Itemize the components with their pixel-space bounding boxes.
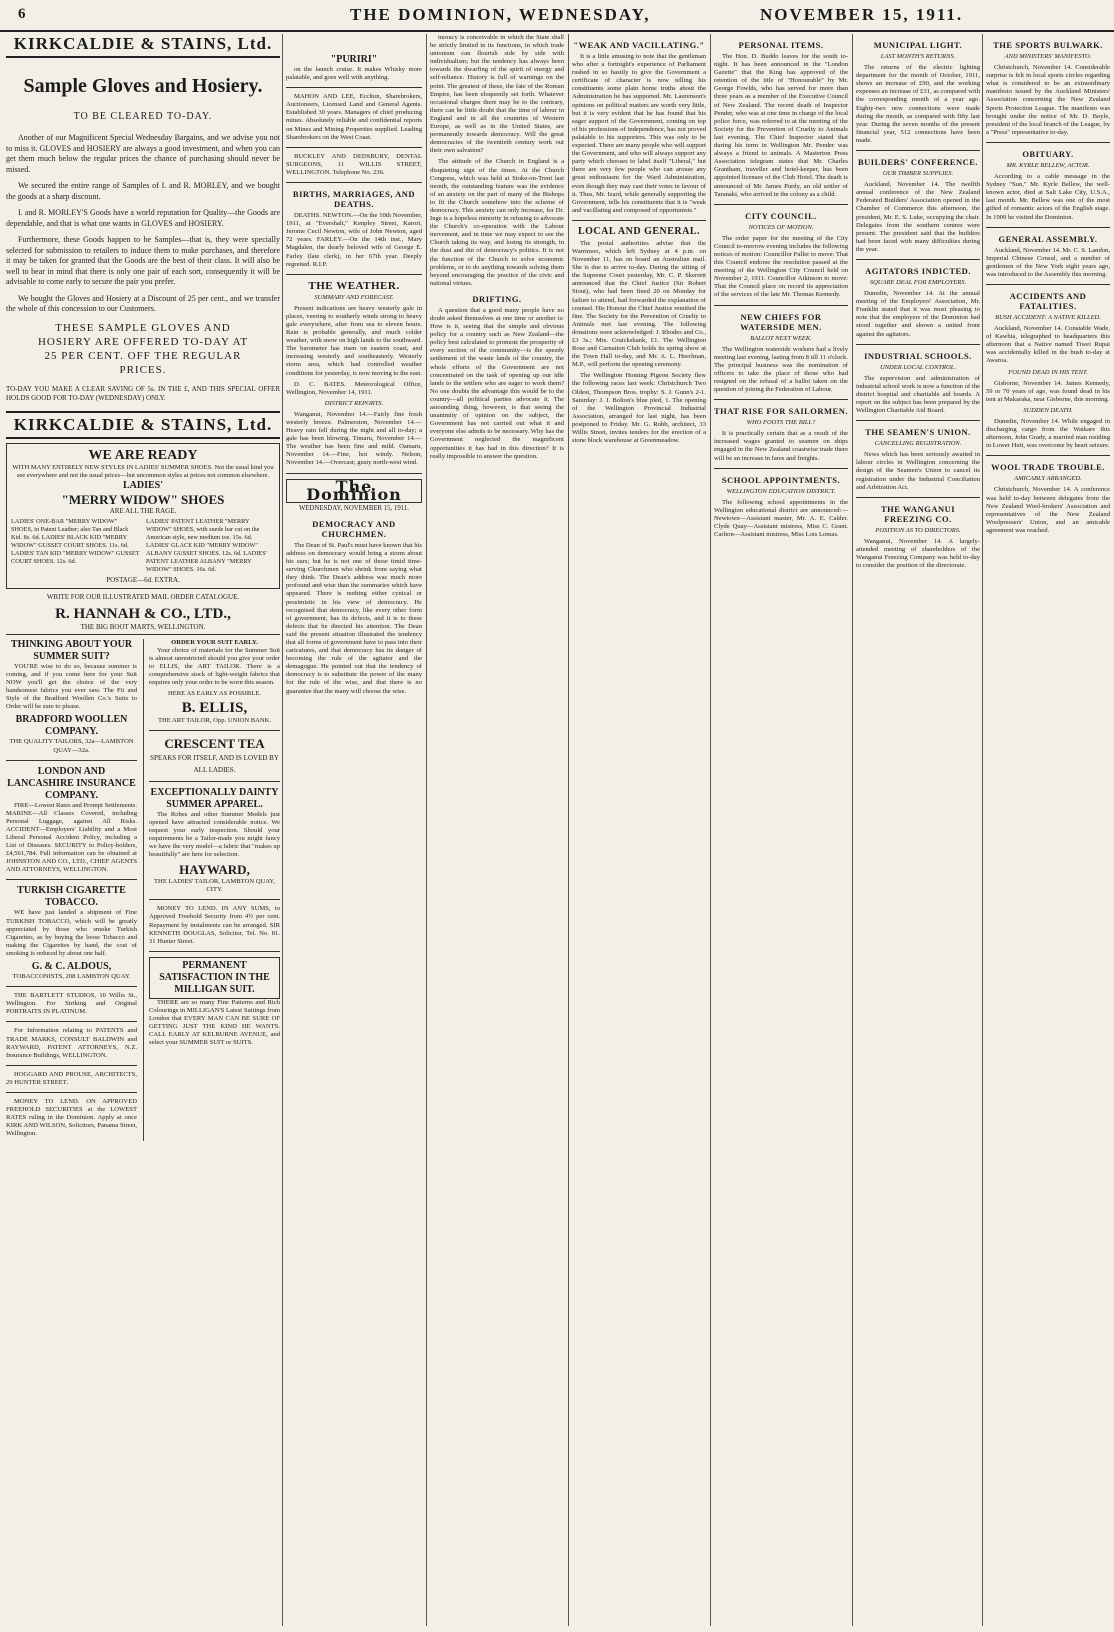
saving-text: TO-DAY YOU MAKE A CLEAR SAVING OF 5s. IN THE £, AND THIS SPECIAL OFFER HOLDS GOOD FOR TO-DAY (WEDNESDAY) ONLY. <box>6 384 280 402</box>
firm-address: THE LADIES' TAILOR, LAMBTON QUAY, CITY. <box>154 878 275 894</box>
article-body: Auckland, November 14. Constable Wade, of Kawhia, telegraphed to headquarters this afternoon that a Native named Tiwei Rupai was accidentally killed in the bush to-day at Awaroa. <box>986 325 1110 365</box>
article-subheadline: SQUARE DEAL FOR EMPLOYERS. <box>869 278 967 286</box>
article-body: The attitude of the Church in England is a disquieting sign of the times. At the Church Congress, which was held at Stoke-on-Trent last month, the outstanding feature was the evidence of an anxiety on the part of many of the Bishops to fit the Church somehow into the scheme of democracy. This anxiety can only increase, for Dr. Inge is a hopeless minority in refusing to advocate the Church's co-operation with the Labour movement, and in time we may expect to see the Church taking its way, and losing its strength, in the dust and din of democracy's politics. It is not the function of the Church to solve economic problems, or to do anything towards solving them beyond encouraging the practice of the civic and national virtues. <box>430 158 564 287</box>
ad-headline: "MERRY WIDOW" SHOES <box>61 491 225 507</box>
section-heading: OBITUARY. <box>1022 148 1074 159</box>
ad-body: MONEY TO LEND. IN ANY SUMS, to Approved Freehold Security from 4½ per cent. Repayment by instalments can be arranged. SIR KENNETH DOUGLAS, Solicitor, Tel. No. 81. 31 Hunter Street. <box>149 905 280 945</box>
section-heading: THE WEATHER. <box>308 279 400 292</box>
article-body: Dunedin, November 14. At the annual meeting of the Employers' Association, Mr. Franklin stated that it was most pleasing to note that the employers of the Dominion had stood together and shown a united front against the agitators. <box>856 290 980 338</box>
article-subheadline: WHO FOOTS THE BILL? <box>746 419 816 427</box>
article-subheadline: WELLINGTON EDUCATION DISTRICT. <box>726 487 836 495</box>
article-headline: THE WANGANUI FREEZING CO. <box>880 503 956 524</box>
issue-date: NOVEMBER 15, 1911. <box>760 5 964 24</box>
ad-paragraph: Another of our Magnificent Special Wednesday Bargains, and we advise you not to miss it. GLOVES and HOSIERY are always a good investment, and when you can get them much below the regular prices the chance of purchasing should never be missed. <box>6 133 280 174</box>
article-headline: INDUSTRIAL SCHOOLS. <box>864 350 972 361</box>
ad-column-right <box>143 639 280 1142</box>
ad-subheadline: ARE ALL THE RAGE. <box>109 506 177 515</box>
news-column <box>430 34 564 1626</box>
article-subheadline: BALLOT NEXT WEEK. <box>750 334 812 342</box>
article-body: Dunedin, November 14. While engaged in discharging cargo from the Waikare this afternoon, John Grady, a married man residing in Lower Hutt, was overcome by heart seizure. <box>986 418 1110 450</box>
article-body: Auckland, November 14. Mr. C. S. Landon, Imperial Chinese Consul, and a number of gentlemen of the New York eight years ago, was introduced to the Assembly this morning. <box>986 246 1110 278</box>
article-body: Auckland, November 14. The twelfth annual conference of the New Zealand Federated Builders' Association opened in the Chamber of Commerce this afternoon, the president, Mr. E. S. Luke, occupying the chair. Delegates from the southern centres were present. The president said that the builders had been faced with many difficulties during the year. <box>856 181 980 253</box>
news-column <box>856 34 980 1626</box>
ad-body: Your choice of materials for the Summer Suit is almost unrestricted should you give your order to ELLIS, the ART TAILOR. There is a comprehensive stock of light-weight fabrics that requires only your order to be worn this season. <box>149 646 280 687</box>
section-subheading: DISTRICT REPORTS. <box>324 399 384 407</box>
shoes-advertisement <box>6 443 280 589</box>
column-rule <box>982 34 983 1626</box>
article-headline: CITY COUNCIL. <box>745 210 817 221</box>
notice-body: DEATHS. NEWTON.—On the 10th November, 1911, at "Evershalt," Kenpley Street, Karori, Jerome Cecil Newton, wife of John Newton, aged 72 years. FARLEY.—On the 14th inst., Mary Magdalen, the dearly beloved wife of George E. Farley (late clerk), in her 67th year. Deeply regretted. R.I.P. <box>286 212 422 268</box>
article-headline: THE SEAMEN'S UNION. <box>865 427 971 438</box>
article-body: The order paper for the meeting of the City Council to-morrow evening includes the following notices of motion: Councillor Fuller to move: That this Council endorse the resolution passed at the meeting of the Wellington City Council held on November 2, 1911. Councillor Atkinson to move: That the Council place on record its appreciation of the services of the late Mr. Thomas Kennedy. <box>714 234 848 299</box>
ad-body: WE have just landed a shipment of Fine TURKISH TOBACCO, which will be greatly appreciated by those who smoke Turkish Cigarettes, as by buying the loose Tobacco and making the Cigarettes by hand, the cost of smoking is reduced by about one half. <box>6 909 137 957</box>
news-column <box>286 34 422 1626</box>
article-subheadline: MR. KYRLE BELLEW, ACTOR. <box>1006 161 1090 169</box>
nameplate-date: WEDNESDAY, NOVEMBER 15, 1911. <box>298 504 409 512</box>
article-subheadline: OUR TIMBER SUPPLIES. <box>882 170 954 178</box>
article-subheadline: FOUND DEAD IN HIS TENT. <box>1008 368 1088 376</box>
article-body: Wanganui, November 14. A largely-attended meeting of shareholders of the Wanganui Freezing Company was held to-day to consider the position of the directorate. <box>856 537 980 570</box>
firm-name: HAYWARD, <box>179 862 250 878</box>
postage-note: POSTAGE—6d. EXTRA. <box>106 575 180 584</box>
shoe-list: LADIES' ONE-BAR "MERRY WIDOW" SHOES, in Patent Leather; also Tan and Black Kid. 8s. 6d. LADIES' BLACK KID "MERRY WIDOW" GUSSET COURT SHOES. 11s. 6d. LADIES' TAN KID "MERRY WIDOW" GUSSET COURT SHOES. 12s. 6d. <box>11 517 140 565</box>
ad-body: THE BARTLETT STUDIOS, 10 Willis St., Wellington. For Striking and Original PORTRAITS IN PLATINUM. <box>6 992 137 1016</box>
ad-paragraph: Furthermore, these Goods happen to be Samples—that is, they were specially selected for submission to retailers to induce them to make purchases, and therefore it may be taken for granted that the Goods are the best of their class. It will also be well to bear in mind that there is only one pair of each sort, consequently it will be advisable to come early to secure the pair you prefer. <box>6 235 280 286</box>
ad-body: WITH MANY ENTIRELY NEW STYLES IN LADIES' SUMMER SHOES. Not the usual kind you see everywhere and not the usual prices—but uncommon styles at prices not common elsewhere. <box>12 463 274 479</box>
article-body: inoracy is conceivable in which the State shall be strictly limited in its functions, in which trade unionism can flourish side by side with individualism; but the tendency has always been towards the dwarfing of the spirit of energy and self-reliance. History is full of warnings on the point. The greatest of these, the fate of the Roman Empire, has been eloquently set forth. Whatever occasional charges there may be to the contrary, there can be little doubt that the time of labour in England and in all the countries of Western Europe, as well as in the United States, are permanently towards democracy. Will the great democracies of the twentieth century work out their own salvation? <box>430 34 564 155</box>
article-subheadline: LAST MONTH'S RETURNS. <box>880 53 956 60</box>
paper-title: THE DOMINION, WEDNESDAY, <box>350 5 651 24</box>
ad-headline: CRESCENT TEA <box>164 735 265 751</box>
article-headline: NEW CHIEFS FOR WATERSIDE MEN. <box>740 311 822 332</box>
ad-body: HOGGARD AND PROUSE, ARCHITECTS, 29 HUNTER STREET. <box>6 1070 137 1086</box>
ad-headline: "PURIRI" <box>330 54 378 65</box>
article-body: The Hon. D. Buddo leaves for the south to-night. It has been announced in the "London Gazette" that the King has approved of the retention of the title of "Honourable" by Mr. George Fowlds, who has served for more than three years as a member of the Executive Council of New Zealand. The recent death of Inspector Pender, who was at one time in charge of the local police force, was referred to at the meeting of the Society for the Prevention of Cruelty to Animals last evening. The Chief Inspector stated that during his term in Wellington Mr. Pender was always a friend to animals. A Masterton Press Association telegram states that Mr. Charles Grantham, traveller and hotel-keeper, has been appointed licensee of the Club Hotel. The death is announced of Mr. James Purdy, an old settler of Taranaki, who arrived in the colony as a child. <box>714 53 848 198</box>
column-rule <box>568 34 569 1626</box>
firm-address: THE ART TAILOR, Opp. UNION BANK. <box>157 716 272 724</box>
ad-subheadline: TO BE CLEARED TO-DAY. <box>73 111 213 122</box>
article-subheadline: AMICABLY ARRANGED. <box>1014 475 1082 483</box>
section-heading: PERSONAL ITEMS. <box>738 40 824 50</box>
ad-paragraph: I. and R. MORLEY'S Goods have a world reputation for Quality—the Goods are dependable, and that is what one wants in GLOVES and HOSIERY. <box>6 208 280 228</box>
news-column <box>986 34 1110 1626</box>
firm-address: TOBACCONISTS, 208 LAMBTON QUAY. <box>12 973 131 981</box>
section-subheading: SUMMARY AND FORECAST. <box>314 293 394 301</box>
ad-body: SPEAKS FOR ITSELF, AND IS LOVED BY ALL LADIES. <box>150 753 279 774</box>
article-subheadline: POSITION AS TO DIRECTORS. <box>875 526 961 534</box>
column-rule <box>426 34 427 1626</box>
column-rule <box>282 34 283 1626</box>
section-heading: LOCAL AND GENERAL. <box>577 225 701 237</box>
ad-body: MONEY TO LEND. ON APPROVED FREEHOLD SECURITIES at the LOWEST RATES ruling in the Dominion. Apply at once KIRK AND WILSON, Solicitors, Panama Street, Wellington. <box>6 1097 137 1138</box>
article-subheadline: UNDER LOCAL CONTROL. <box>880 363 956 371</box>
article-body: According to a cable message in the Sydney "Sun," Mr. Kyrle Bellew, the well-known actor, died at Salt Lake City, U.S.A., last month. Mr. Bellew was one of the most gifted of romantic actors of the English stage. In 1909 he visited the Dominion. <box>986 173 1110 221</box>
ad-body: FIRE—Lowest Rates and Prompt Settlements. MARINE—All Classes Covered, including Personal Luggage, against All Risks. ACCIDENT—Employers' Liability and a Most Liberal Personal Accident Policy, including a List of Diseases. SECURITY to Policy-holders, £4,561,784. Full information can be obtained at JOHNSTON AND CO., LTD., CHIEF AGENTS AND ATTORNEYS, WELLINGTON. <box>6 801 137 874</box>
offer-text: THESE SAMPLE GLOVES AND HOSIERY ARE OFFERED TO-DAY AT 25 PER CENT. OFF THE REGULAR PRICES. <box>37 321 249 376</box>
article-body: Christchurch, November 14. A conference was held to-day between delegates from the New Zealand Wool-brokers' Association and representatives of the New Zealand Woolpressers' Union, and an amicable agreement was reached. <box>986 486 1110 534</box>
article-body: The Wellington waterside workers had a lively meeting last evening, lasting from 8 till 11 o'clock. The principal business was the nomination of officers to take the place of those who had resigned on the refusal of a ballot taken on the question of joining the Federation of Labour. <box>714 345 848 394</box>
article-headline: "WEAK AND VACILLATING." <box>573 40 705 50</box>
article-headline: WOOL TRADE TROUBLE. <box>991 462 1105 473</box>
article-subheadline: AND MINISTERS' MANIFESTO. <box>1004 53 1092 60</box>
news-column <box>572 34 706 1626</box>
article-body: It is a little amusing to note that the gentleman who after a fortnight's experience of Parliament rushed in so hastily to give the Government a certificate of character is now telling his constituents some plain home truths about the Administration he has supported. Mr. Laurenson's opinions on political matters are worth very little, but it is very evident that he has found that his eager support of the Government, coming on top of his professions of independence, has not proved palatable to his supporters. This was only to be expected. There are many people who will support the Government, and who will always support any party which chooses to label itself "Liberal," but there are very few people who can arouse any great enthusiasm for the Ward Administration, even though they may cast their votes in favour of it. Thus, Mr. Izard, while generally supporting the Government, tells his constituents that it is "weak and vacillating and composed of opportunists." <box>572 53 706 214</box>
article-headline: MUNICIPAL LIGHT. <box>873 40 963 50</box>
ad-body: BUCKLEY AND DEDSBURY, DENTAL SURGEONS, 11 WILLIS STREET, WELLINGTON. Telephone No. 236. <box>286 152 422 176</box>
ad-headline: ORDER YOUR SUIT EARLY. <box>171 638 258 646</box>
article-headline: DRIFTING. <box>472 293 522 304</box>
article-body: It is practically certain that as a result of the increased wages granted to seamen on ships engaged in the New Zealand coastwise trade there will be an increase in fares and freights. <box>714 430 848 462</box>
article-headline: AGITATORS INDICTED. <box>865 265 971 276</box>
ad-headline: TURKISH CIGARETTE TOBACCO. <box>17 885 126 909</box>
firm-name: BRADFORD WOOLLEN COMPANY. <box>15 714 128 738</box>
advertisement-column <box>6 34 280 1626</box>
article-body: Present indications are heavy westerly gale in places, veering to southerly winds strong to heavy gale everywhere, after from sea to eleven hours. Rain is probable generally, and much colder weather, with snow on high lands to the southward. The barometer has risen on eastern coast, and increasing westerly and southeasterly. Westerly storm area, which had controlled weather conditions for yesterday, is now moving to the east. <box>286 304 422 377</box>
ad-paragraph: We bought the Gloves and Hosiery at a Discount of 25 per cent., and we transfer the whole of this concession to our Customers. <box>6 293 280 313</box>
newspaper-nameplate: The Dominion <box>286 479 422 503</box>
article-headline: SCHOOL APPOINTMENTS. <box>721 474 841 485</box>
section-heading: ACCIDENTS AND FATALITIES. <box>1009 290 1087 311</box>
ad-body: For Information relating to PATENTS and TRADE MARKS, CONSULT BALDWIN and RAYWARD, PATENT ATTORNEYS, N.Z. Insurance Buildings, WELLINGTON. <box>6 1027 137 1059</box>
article-body: The supervision and administration of industrial school work is now a function of the district hospital and charitable aid boards. A report on the subject has been prepared by the Wellington Charitable Aid Board. <box>856 374 980 415</box>
firm-address: THE BIG BOOT MARTS, WELLINGTON. <box>6 623 280 635</box>
section-heading: BIRTHS, MARRIAGES, AND DEATHS. <box>292 189 416 210</box>
article-headline: THAT RISE FOR SAILORMEN. <box>714 406 848 417</box>
firm-address: THE QUALITY TAILORS, 32a—LAMBTON QUAY—32a. <box>9 738 134 754</box>
ad-headline: WE ARE READY <box>88 447 198 463</box>
ad-body <box>6 133 280 315</box>
article-signature: D. C. BATES. Meteorological Office, Wellington, November 14, 1911. <box>286 380 422 396</box>
ad-body: MAHON AND LEE, Ecclton, Sharebrokers, Auctioneers, Licensed Land and General Agents. Established 30 years. Managers of chief producing mines. Absolutely reliable and confidential reports on Mines and Mining Properties supplied. Leading Sharebrokers on the West Coast. <box>286 93 422 141</box>
article-headline: THE SPORTS BULWARK. <box>993 40 1103 50</box>
article-body: Wanganui, November 14.—Fairly fine fresh westerly breeze. Palmerston, November 14.—Heavy rain fell during the night and all to-day; a gale has been blowing. Timaru, November 14.—The weather has been fine and mild. Oamaru, November 14.—Fine, hot windy. Nelson, November 14.—Overcast; gusty north-west wind. <box>286 410 422 467</box>
article-body: Christchurch, November 14. Considerable surprise is felt in local sports circles regarding what is considered to be an extraordinary manifesto issued by the Auckland Ministers' Association concerning the New Zealand Sports Protection League. The manifesto was brought under the notice of Mr. D. Boyle, president of the local branch of the League, by a "Press" representative to-day. <box>986 64 1110 136</box>
article-body: Gisborne, November 14. James Kennedy, 59 or 70 years of age, was found dead in his tent at Makaraka, near Gisborne, this morning. <box>986 379 1110 403</box>
catalogue-note: WRITE FOR OUR ILLUSTRATED MAIL ORDER CATALOGUE. <box>46 592 240 601</box>
ad-paragraph: We secured the entire range of Samples of I. and R. MORLEY, and we bought the goods at a sharp discount. <box>6 181 280 201</box>
firm-name: KIRKCALDIE & STAINS, Ltd. <box>6 34 280 58</box>
page-number: 6 <box>18 6 26 22</box>
ad-subheadline: LADIES' <box>122 479 163 491</box>
firm-name: G. & C. ALDOUS, <box>31 961 112 973</box>
article-body: The postal authorities advise that the Warrimoo, which left Sydney at 4 p.m. on November 11, has on board an Australian mail. She is due to arrive to-day. During the sitting of the Supreme Court yesterday, Mr. C. P. Skerrett announced that the Chief Justice (Sir Robert Stout), who had been fined 20 on Monday for failure to attend, had forwarded the explanation of counsel. His Honour the Chief Justice remitted the fine. The Society for the Prevention of Cruelty to Animals met last evening. The following donations were acknowledged: J. Rhodes and Co., £3 3s.; Mrs. Cruickshank, £1. The Wellington Rose and Carnation Club holds its spring show at the Town Hall to-day, and Mr. A. L. Heerlman, M.P., will perform the opening ceremony. <box>572 239 706 369</box>
article-body: The following school appointments in the Wellington educational district are announced:— Newtown—Assistant master, Mr. A. E. Calder. Clyde Quay—Assistant mistress, Miss C. Grant. Carlton—Assistant mistress, Miss Lois Lomas. <box>714 498 848 539</box>
article-headline: GENERAL ASSEMBLY. <box>998 233 1098 244</box>
ad-body: on the launch cruise. It makes Whisky more palatable, and goes well with anything. <box>286 66 422 82</box>
article-subheadline: SUDDEN DEATH. <box>1023 406 1073 414</box>
news-column <box>714 34 848 1626</box>
article-body: The Dean of St. Paul's must have known that his address on democracy would bring a storm about his ears; but he is not one of those timid time-serving Churchmen who shrink from saying what they think. The Dean's address was much more profound and wise than the summaries which have appeared. There is nothing either cynical or pessimistic in his view of democracy. He recognised that democracy, like every other form of government, has its defects, and it is to these defects that he directed his attention. The Dean said the present situation illustrated the tendency that all forms of government have to pass into their caricatures, and that democracy has its danger of becoming the rule of the agitator and the demagogue. He pointed out that the tendency of democracy is to substitute the power of the many for the rule of the wise, and that there is no guarantee that the many will choose the wise. <box>286 541 422 695</box>
ad-body: THERE are so many Fine Patterns and Rich Colourings in MILLIGAN'S Latest Suitings from London that EVERY MAN CAN BE SURE OF GETTING JUST THE KIND HE WANTS. CALL EARLY AT KELBURNE AVENUE, and select your SUMMER SUIT or SUITS. <box>149 998 280 1047</box>
firm-name: KIRKCALDIE & STAINS, Ltd. <box>6 411 280 439</box>
ad-body: YOU'RE wise to do so, because summer is coming, and if you come here for your Suit NOW you'll get the choice of the very handsomest fabrics you ever saw. The Fit and Style of the Bradford Woollen Co.'s Suits to Order will be sure to please. <box>6 662 137 711</box>
ad-column-left <box>6 639 137 1142</box>
ad-headline: Sample Gloves and Hosiery. <box>23 75 263 97</box>
article-subheadline: CANCELLING REGISTRATION. <box>874 440 962 448</box>
ad-body: The Robes and other Summer Models just opened have attracted considerable notice. We request your early inspection. Should your requirements be a Tailor-made you might fancy we have the very model—a fabric that "makes up beautifully" are here for selection. <box>149 810 280 859</box>
ad-headline: THINKING ABOUT YOUR SUMMER SUIT? <box>10 638 133 662</box>
masthead <box>0 0 1114 32</box>
ad-headline: LONDON AND LANCASHIRE INSURANCE COMPANY. <box>7 765 136 801</box>
article-body: The Wellington Homing Pigeon Society flew the following races last week: Christchurch Two Oldest, Thompson Bros. trophy: S. J. Gunn's 2-1. Saturday: J. J. Bolton's blue pied, 1. The opening of the Wellington Provincial Industrial Association, arranged for last night, has been postponed to Friday. Mr. G. Robb, architect, 33 Willis Street, invites tenders for the erection of a stone block warehouse at Greenmeadow. <box>572 372 706 445</box>
article-body: News which has been seriously awaited in labour circles in Wellington concerning the design of the Seamen's Union to cancel its registration under the Industrial Conciliation and Arbitration Act. <box>856 451 980 491</box>
article-headline: DEMOCRACY AND CHURCHMEN. <box>312 518 396 539</box>
article-body: The returns of the electric lighting department for the month of October, 1911, shows an increase of £90, and the working expenses an increase of £31, as compared with the corresponding month of a year ago. Eighty-two new connections were made during the month, as compared with fifty last year. During the seven months of the present financial year, 512 connections have been made. <box>856 64 980 144</box>
column-rule <box>710 34 711 1626</box>
column-rule <box>852 34 853 1626</box>
article-subheadline: NOTICES OF MOTION. <box>748 223 814 231</box>
firm-name: R. HANNAH & CO., LTD., <box>55 605 231 622</box>
shoe-list: LADIES' PATENT LEATHER "MERRY WIDOW" SHOES, with suede bar cut on the American style, new medium toe. 15s. 6d. LADIES' GLACE KID "MERRY WIDOW" ALBANY GUSSET SHOES. 12s. 6d. LADIES' PATENT LEATHER ALBANY "MERRY WIDOW" SHOES. 16s. 6d. <box>146 517 267 573</box>
ad-headline: EXCEPTIONALLY DAINTY SUMMER APPAREL. <box>150 786 279 810</box>
article-headline: BUILDERS' CONFERENCE. <box>857 157 979 168</box>
firm-name: B. ELLIS, <box>181 699 248 716</box>
article-body: A question that a good many people have no doubt asked themselves at one time or another is: How is it, seeing that the simple and obvious policy for a country such as New Zealand—the policy best calculated to promote the prosperity of every section of the community—is the speedy settlement of the waste lands of the country, the whole efforts of the Government are not concentrated on the task of opening up our idle lands to the settlers who are eager to work them? No one doubts the advantage this would be to the country—all political parties advocate it. The astounding thing, however, is that seeing the unanimity of opinion on the subject, the Government has not carried out what it and everyone else admits to be necessary. Why has the Government neglected the magnificent opportunities it has had in this direction? It is really impossible to answer the question. <box>430 306 564 460</box>
article-subheadline: BUSH ACCIDENT: A NATIVE KILLED. <box>995 313 1101 321</box>
ad-headline: PERMANENT SATISFACTION IN THE MILLIGAN SUIT. <box>149 957 280 999</box>
ad-subheadline: HERE AS EARLY AS POSSIBLE. <box>167 690 262 698</box>
